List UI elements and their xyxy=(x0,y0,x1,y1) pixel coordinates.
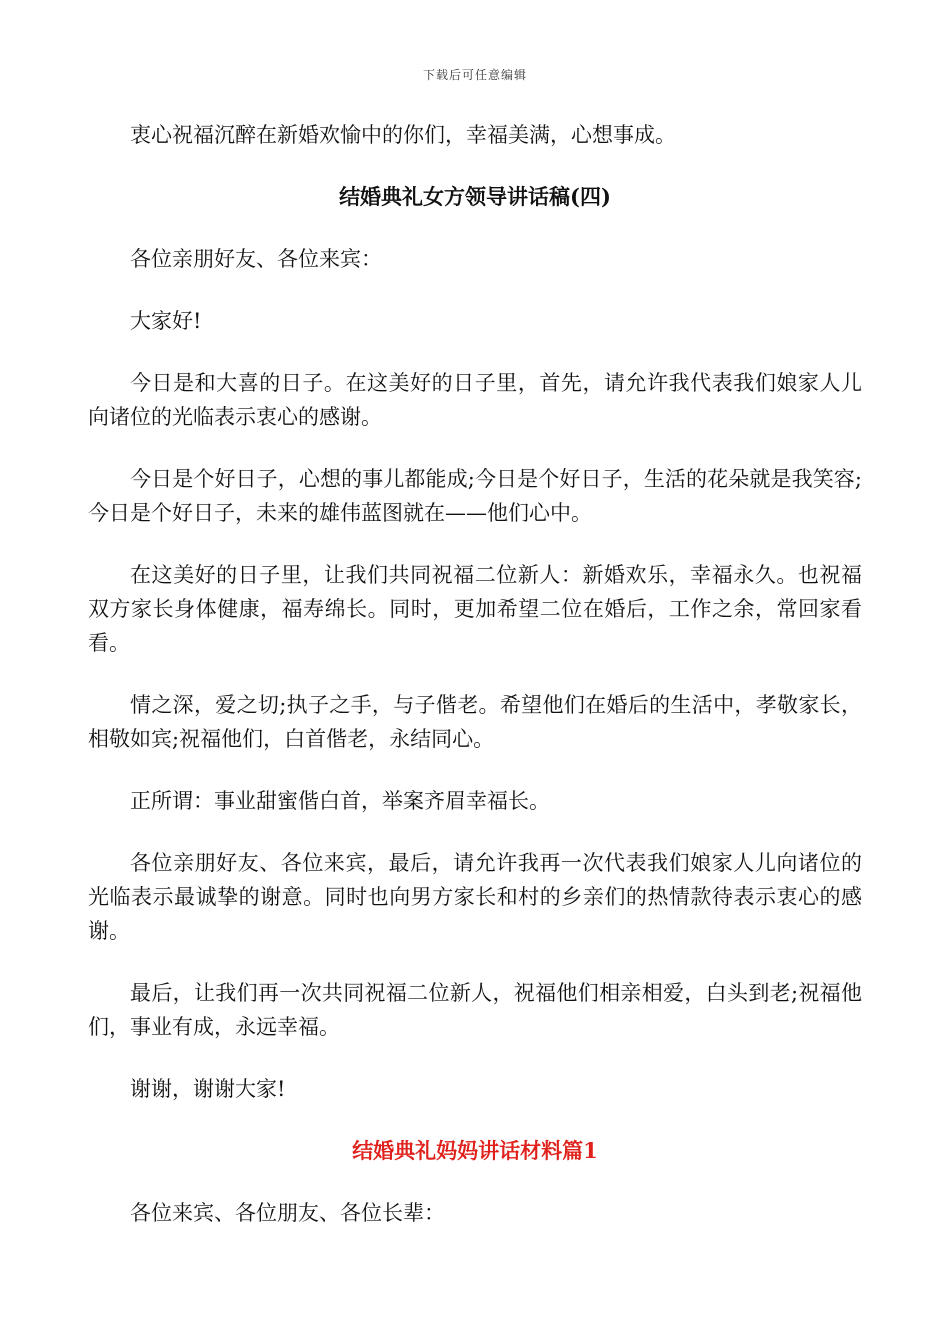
paragraph: 正所谓：事业甜蜜偕白首，举案齐眉幸福长。 xyxy=(130,789,550,813)
paragraph: 衷心祝福沉醉在新婚欢愉中的你们，幸福美满，心想事成。 xyxy=(130,123,676,147)
paragraph: 今日是和大喜的日子。在这美好的日子里，首先，请允许我代表我们娘家人儿向诸位的光临表示衷心的感谢。 xyxy=(88,371,862,429)
paragraph: 各位来宾、各位朋友、各位长辈： xyxy=(130,1201,445,1225)
section-heading: 结婚典礼女方领导讲话稿(四) xyxy=(339,184,611,209)
page-header: 下载后可任意编辑 xyxy=(422,68,527,82)
paragraph: 大家好! xyxy=(130,309,202,333)
section-heading-red: 结婚典礼妈妈讲话材料篇1 xyxy=(352,1138,598,1163)
paragraph: 今日是个好日子，心想的事儿都能成;今日是个好日子，生活的花朵就是我笑容;今日是个好日子，未来的雄伟蓝图就在——他们心中。 xyxy=(88,467,862,525)
paragraph: 最后，让我们再一次共同祝福二位新人，祝福他们相亲相爱，白头到老;祝福他们，事业有成，永远幸福。 xyxy=(88,981,862,1039)
paragraph: 情之深，爱之切;执子之手，与子偕老。希望他们在婚后的生活中，孝敬家长，相敬如宾;祝福他们，白首偕老，永结同心。 xyxy=(88,693,862,751)
document-body xyxy=(88,118,862,1258)
paragraph: 各位亲朋好友、各位来宾： xyxy=(130,247,382,271)
paragraph: 在这美好的日子里，让我们共同祝福二位新人：新婚欢乐，幸福永久。也祝福双方家长身体健康，福寿绵长。同时，更加希望二位在婚后，工作之余，常回家看看。 xyxy=(88,563,862,655)
paragraph: 各位亲朋好友、各位来宾，最后，请允许我再一次代表我们娘家人儿向诸位的光临表示最诚挚的谢意。同时也向男方家长和村的乡亲们的热情款待表示衷心的感谢。 xyxy=(88,851,862,943)
paragraph: 谢谢，谢谢大家! xyxy=(130,1077,286,1101)
